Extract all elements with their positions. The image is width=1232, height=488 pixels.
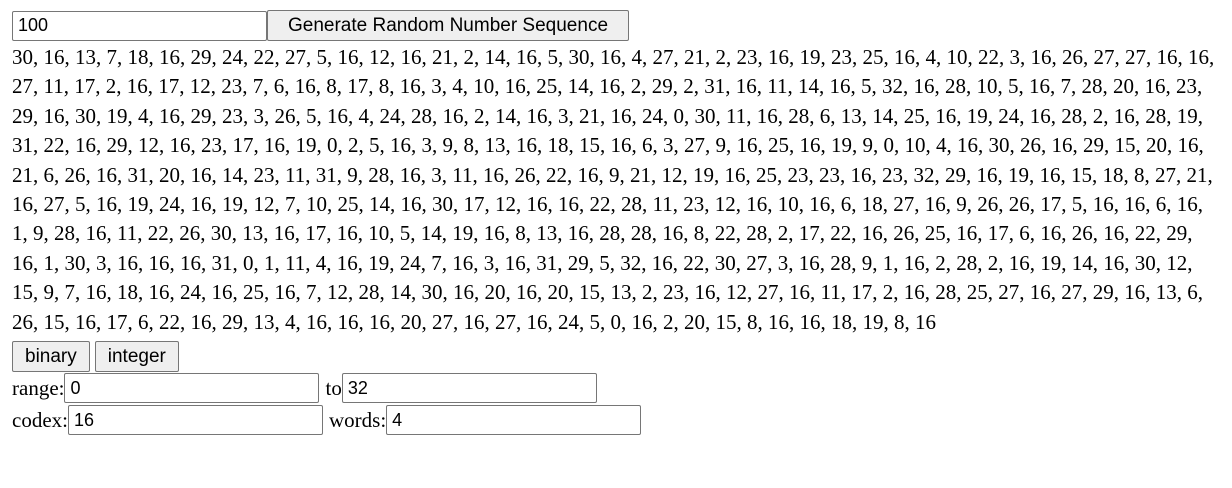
mode-row [12,340,1222,372]
binary-button[interactable]: binary [12,341,90,372]
codex-label: codex: [12,407,68,432]
sequence-length-input[interactable] [12,11,267,41]
random-sequence-output: 30, 16, 13, 7, 18, 16, 29, 24, 22, 27, 5, 16, 12, 16, 21, 2, 14, 16, 5, 30, 16, 4, 27, 21, 2, 23, 16, 19, 23, 25, 16, 4, 10, 22, 3, 16, 26, 27, 27, 16, 16, 27, 11, 17, 2, 16, 17, 12, 23, 7, 6, 16, 8, 17, 8, 16, 3, 4, 10, 16, 25, 14, 16, 2, 29, 2, 31, 16, 11, 14, 16, 5, 32, 16, 28, 10, 5, 16, 7, 28, 20, 16, 23, 29, 16, 30, 19, 4, 16, 29, 23, 3, 26, 5, 16, 4, 24, 28, 16, 2, 14, 16, 3, 21, 16, 24, 0, 30, 11, 16, 28, 6, 13, 14, 25, 16, 19, 24, 16, 28, 2, 16, 28, 19, 31, 22, 16, 29, 12, 16, 23, 17, 16, 19, 0, 2, 5, 16, 3, 9, 8, 13, 16, 18, 15, 16, 6, 3, 27, 9, 16, 25, 16, 19, 9, 0, 10, 4, 16, 30, 26, 16, 29, 15, 20, 16, 21, 6, 26, 16, 31, 20, 16, 14, 23, 11, 31, 9, 28, 16, 3, 11, 16, 26, 22, 16, 9, 21, 12, 19, 16, 25, 23, 23, 16, 23, 32, 29, 16, 19, 16, 15, 18, 8, 27, 21, 16, 27, 5, 16, 19, 24, 16, 19, 12, 7, 10, 25, 14, 16, 30, 17, 12, 16, 16, 22, 28, 11, 23, 12, 16, 10, 16, 6, 18, 27, 16, 9, 26, 26, 17, 5, 16, 16, 6, 16, 1, 9, 28, 16, 11, 22, 26, 30, 13, 16, 17, 16, 10, 5, 14, 19, 16, 8, 13, 16, 28, 28, 16, 8, 22, 28, 2, 17, 22, 16, 26, 25, 16, 17, 6, 16, 26, 16, 22, 29, 16, 1, 30, 3, 16, 16, 16, 31, 0, 1, 11, 4, 16, 19, 24, 7, 16, 3, 16, 31, 29, 5, 32, 16, 22, 30, 27, 3, 16, 28, 9, 1, 16, 2, 28, 2, 16, 19, 14, 16, 30, 12, 15, 9, 7, 16, 18, 16, 24, 16, 25, 16, 7, 12, 28, 14, 30, 16, 20, 16, 20, 15, 13, 2, 23, 16, 12, 27, 16, 11, 17, 2, 16, 28, 25, 27, 16, 27, 29, 16, 13, 6, 26, 15, 16, 17, 6, 22, 16, 29, 13, 4, 16, 16, 16, 20, 27, 16, 27, 16, 24, 5, 0, 16, 2, 20, 15, 8, 16, 16, 18, 19, 8, 16 [12,45,1215,334]
codex-row [12,404,1222,436]
range-label: range: [12,375,65,400]
range-from-input[interactable] [64,373,319,403]
integer-button[interactable]: integer [95,341,179,372]
words-input[interactable] [386,405,641,435]
generate-sequence-button[interactable]: Generate Random Number Sequence [267,10,629,41]
range-row [12,372,1222,404]
range-to-label: to [325,375,342,400]
range-to-input[interactable] [342,373,597,403]
page-root [12,9,1222,436]
words-label: words: [328,407,387,432]
generator-row [12,9,1222,42]
codex-input[interactable] [68,405,323,435]
